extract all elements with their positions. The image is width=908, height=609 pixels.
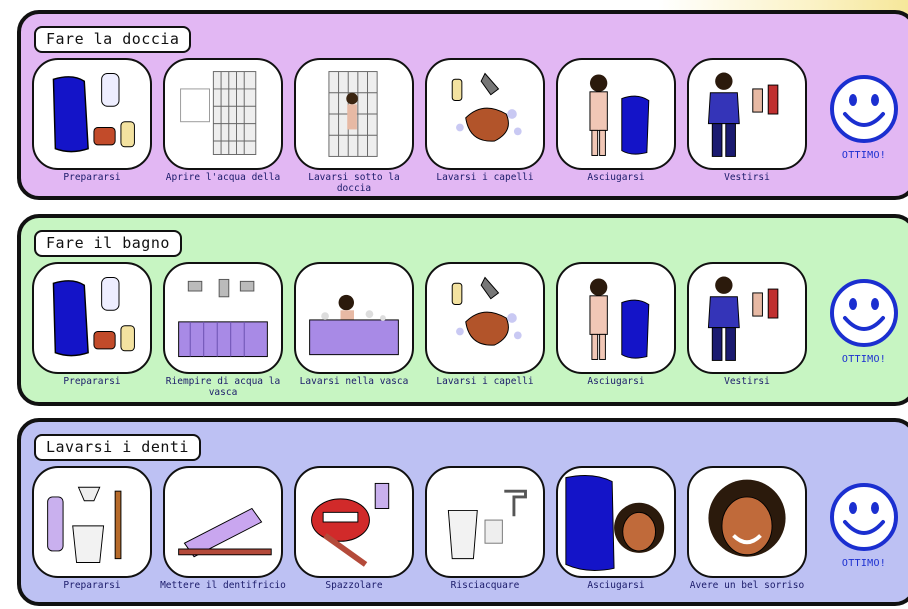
- ottimo-label: OTTIMO!: [841, 354, 887, 365]
- step-row: [32, 262, 908, 400]
- person-bathtub-icon[interactable]: [294, 262, 414, 374]
- step-label: Lavarsi sotto la doccia: [308, 172, 400, 194]
- step-label: Asciugarsi: [587, 376, 645, 387]
- brush-teeth-icon[interactable]: [294, 466, 414, 578]
- step-label: Aprire l'acqua della: [165, 172, 281, 183]
- toothpaste-icon[interactable]: [163, 466, 283, 578]
- smiley-icon: [829, 482, 899, 552]
- toothbrush-cup-icon[interactable]: [32, 466, 152, 578]
- step-row: [32, 466, 908, 604]
- routine-panel-shower: [17, 10, 908, 200]
- step-row: [32, 58, 908, 196]
- panel-title: Lavarsi i denti: [34, 434, 201, 461]
- towel-shampoo-icon[interactable]: [32, 58, 152, 170]
- fill-tub-icon[interactable]: [163, 262, 283, 374]
- step-label: Vestirsi: [724, 376, 770, 387]
- step-label: Mettere il dentifricio: [160, 580, 286, 591]
- towel-shampoo-icon[interactable]: [32, 262, 152, 374]
- open-shower-icon[interactable]: [163, 58, 283, 170]
- step-label: Lavarsi i capelli: [436, 172, 534, 183]
- step-label: Avere un bel sorriso: [689, 580, 805, 591]
- ottimo-label: OTTIMO!: [841, 558, 887, 569]
- person-dressed-icon[interactable]: [687, 262, 807, 374]
- person-dressed-icon[interactable]: [687, 58, 807, 170]
- step-label: Risciacquare: [450, 580, 520, 591]
- step-label: Prepararsi: [63, 376, 121, 387]
- step-label: Spazzolare: [325, 580, 383, 591]
- smiley-icon: [829, 278, 899, 348]
- step-label: Lavarsi nella vasca: [299, 376, 409, 387]
- person-shower-icon[interactable]: [294, 58, 414, 170]
- routine-panel-teeth: [17, 418, 908, 606]
- step-label: Asciugarsi: [587, 580, 645, 591]
- step-label: Prepararsi: [63, 172, 121, 183]
- person-towel-icon[interactable]: [556, 262, 676, 374]
- panel-title: Fare la doccia: [34, 26, 191, 53]
- smiley-icon: [829, 74, 899, 144]
- step-label: Riempire di acqua la vasca: [165, 376, 281, 398]
- step-label: Prepararsi: [63, 580, 121, 591]
- face-towel-icon[interactable]: [556, 466, 676, 578]
- wash-hair-icon[interactable]: [425, 262, 545, 374]
- step-label: Lavarsi i capelli: [436, 376, 534, 387]
- person-towel-icon[interactable]: [556, 58, 676, 170]
- routine-panel-bath: [17, 214, 908, 406]
- rinse-cup-icon[interactable]: [425, 466, 545, 578]
- step-label: Vestirsi: [724, 172, 770, 183]
- panel-title: Fare il bagno: [34, 230, 182, 257]
- smiling-face-icon[interactable]: [687, 466, 807, 578]
- wash-hair-icon[interactable]: [425, 58, 545, 170]
- step-label: Asciugarsi: [587, 172, 645, 183]
- ottimo-label: OTTIMO!: [841, 150, 887, 161]
